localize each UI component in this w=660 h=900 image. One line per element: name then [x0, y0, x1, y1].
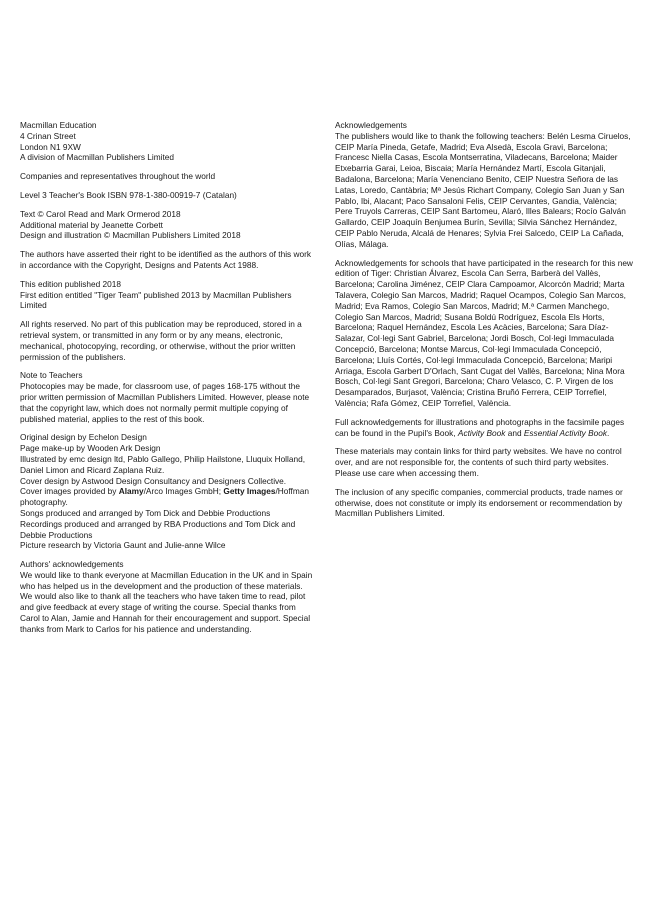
isbn-text: Level 3 Teacher's Book ISBN 978-1-380-00919-7 (Catalan)	[20, 189, 237, 200]
illustration-credit: Illustrated by emc design ltd, Pablo Gallego, Philip Hailstone, Lluquix Holland, Daniel Limon and Ricard Zaplana Ruiz.	[20, 453, 306, 475]
publisher-address	[20, 120, 314, 163]
full-ack-pre: Full acknowledgements for illustrations and photographs in the facsimile pages can be found in the Pupil's Book,	[335, 416, 625, 438]
full-acknowledgements-block	[335, 417, 635, 439]
additional-material-credit: Additional material by Jeanette Corbett	[20, 219, 163, 230]
songs-credit: Songs produced and arranged by Tom Dick and Debbie Productions	[20, 507, 271, 518]
rights-reserved-text: All rights reserved. No part of this publication may be reproduced, stored in a retrieval system, or transmitted in any form or by any means, electronic, mechanical, photocopying, recording, or otherwise, without the prior written permission of the publishers.	[20, 319, 302, 362]
credits-block	[20, 209, 314, 241]
first-edition: First edition entitled "Tiger Team" published 2013 by Macmillan Publishers Limited	[20, 289, 292, 311]
left-column	[20, 120, 314, 643]
authors-rights-block	[20, 249, 314, 271]
cover-design-credit: Cover design by Astwood Design Consultancy and Designers Collective.	[20, 475, 287, 486]
third-party-links-block	[335, 446, 635, 478]
editions-block	[20, 279, 314, 311]
edition-published: This edition published 2018	[20, 278, 122, 289]
companies-text: Companies and representatives throughout the world	[20, 171, 216, 182]
picture-research-credit: Picture research by Victoria Gaunt and Julie-anne Wilce	[20, 540, 226, 551]
recordings-credit: Recordings produced and arranged by RBA Productions and Tom Dick and Debbie Productions	[20, 518, 296, 540]
companies-statement	[20, 171, 314, 182]
alamy-name: Alamy	[118, 486, 144, 497]
note-to-teachers-block	[20, 370, 314, 424]
third-party-text: These materials may contain links for third party websites. We have no control over, and are not responsible for, the contents of such third party websites. Please use care when accessing them.	[335, 446, 622, 478]
activity-book-title: Activity Book	[457, 427, 506, 438]
design-credit: Design and illustration © Macmillan Publishers Limited 2018	[20, 230, 241, 241]
inclusion-text: The inclusion of any specific companies, commercial products, trade names or otherwise, does not constitute or imply its endorsement or recommendation by Macmillan Publishers Limited.	[335, 486, 623, 519]
cover-images-pre: Cover images provided by	[20, 486, 119, 497]
cover-images-credit	[20, 486, 314, 508]
essential-activity-book-title: Essential Activity Book	[523, 427, 608, 438]
text-credit: Text © Carol Read and Mark Ormerod 2018	[20, 208, 181, 219]
right-column	[335, 120, 635, 527]
authors-acknowledgements-block	[20, 559, 314, 635]
isbn-block	[20, 190, 314, 201]
full-ack-post: .	[607, 427, 610, 438]
authors-rights-text: The authors have asserted their right to be identified as the authors of this work in accordance with the Copyright, Designs and Patents Act 1988.	[20, 249, 312, 270]
schools-ack-body: Acknowledgements for schools that have participated in the research for this new edition of Tiger: Christian Álvarez, Escola Can Serra, Barberà del Vallès, Barcelona; Carolina Jiménez, CEIP Clara Campoamor, Alcorcón Madrid; Marta Talavera, Colegio San Marcos, Madrid; Raquel Ocampos, Colegio San Marcos, Madrid; Eva Ramos, Colegio San Marcos, Madrid; M.ª Carmen Manchego, Colegio San Marcos, Madrid; Susana Boldú Rodríguez, Escola Els Horts, Barcelona; Raquel Hernández, Escola Les Acàcies, Barcelona; Sara Díaz-Salazar, Col·legi Sant Gabriel, Barcelona; Jordi Bosch, Col·legi Immaculada Concepció, Barcelona; Montse Marcus, Col·legi Immaculada Concepció, Barcelona; Lluís Cortés, Col·legi Immaculada Concepció, Barcelona; Maripi Arriaga, Escola Garbert D'Orlach, Sant Cugat del Vallès, Barcelona; Nina Mora Bosch, Col·legi Sant Gregori, Barcelona; Charo Velasco, C. P. Virgen de los Desamparados, Burjasot, València; Cristina Bruñó Ferrera, CEIP Torrefiel, València; Rafa Gómez, CEIP Torrefiel, València.	[335, 257, 633, 408]
note-body: Photocopies may be made, for classroom use, of pages 168-175 without the prior written permission of Macmillan Publishers Limited. However, please note that the copyright law, which does not normally permit multiple copying of published material, applies to the rest of this book.	[20, 381, 310, 424]
publisher-name: Macmillan Education	[20, 120, 97, 130]
authors-ack-title: Authors' acknowledgements	[20, 559, 124, 570]
publisher-city: London N1 9XW	[20, 141, 81, 152]
full-ack-text	[335, 417, 635, 439]
rights-reserved-block	[20, 319, 314, 362]
design-credits-block	[20, 432, 314, 551]
ack-title: Acknowledgements	[335, 120, 407, 130]
inclusion-disclaimer-block	[335, 487, 635, 519]
publisher-division: A division of Macmillan Publishers Limited	[20, 152, 175, 163]
full-ack-mid: and	[505, 427, 524, 438]
authors-ack-body: We would like to thank everyone at Macmillan Education in the UK and in Spain who has helped us in the development and the production of these materials. We would also like to thank all the teachers who have taken time to read, pilot and give feedback at every stage of writing the course. Special thanks from Carol to Alan, Jamie and Hannah for their encouragement and support. Special thanks from Mark to Carlos for his patience and understanding.	[20, 569, 313, 634]
cover-images-post: /Hoffman photography.	[20, 486, 309, 508]
note-title: Note to Teachers	[20, 370, 83, 381]
page-makeup-credit: Page make-up by Wooden Ark Design	[20, 443, 161, 454]
acknowledgements-block	[335, 120, 635, 250]
getty-name: Getty Images	[223, 486, 276, 497]
ack-body: The publishers would like to thank the following teachers: Belén Lesma Ciruelos, CEIP María Pineda, Getafe, Madrid; Eva Alsedà, Escola Gravi, Barcelona; Francesc Niella Casas, Escola Montserratina, Viladecans, Barcelona; Maider Etxebarria Garai, Leioa, Biscaia; María Hernández Martí, Escola Gitanjali, Badalona, Barcelona; María Venenciano Benito, CEIP Nuestra Señora de las Latas, Loredo, Cantàbria; Mª Jesús Richart Company, Colegio San Juan y San Pablo, Ibi, Alacant; Paco Sansaloni Felis, CEIP Cervantes, Gandia, València; Pere Truyols Carreras, CEIP Sant Bartomeu, Alaró, Illes Balears; Rocío Galván Gallardo, CEIP Joaquín Benjumea Burín, Sevilla; Silvia Sánchez Hernández, CEIP Pablo Neruda, Alcalá de Henares; Sylvia Frei Salcedo, CEIP La Cañada, Olías, Málaga.	[335, 130, 631, 249]
cover-images-mid: /Arco Images GmbH;	[143, 486, 224, 497]
schools-acknowledgements-block	[335, 258, 635, 409]
publisher-street: 4 Crinan Street	[20, 130, 76, 141]
original-design-credit: Original design by Echelon Design	[20, 432, 147, 443]
